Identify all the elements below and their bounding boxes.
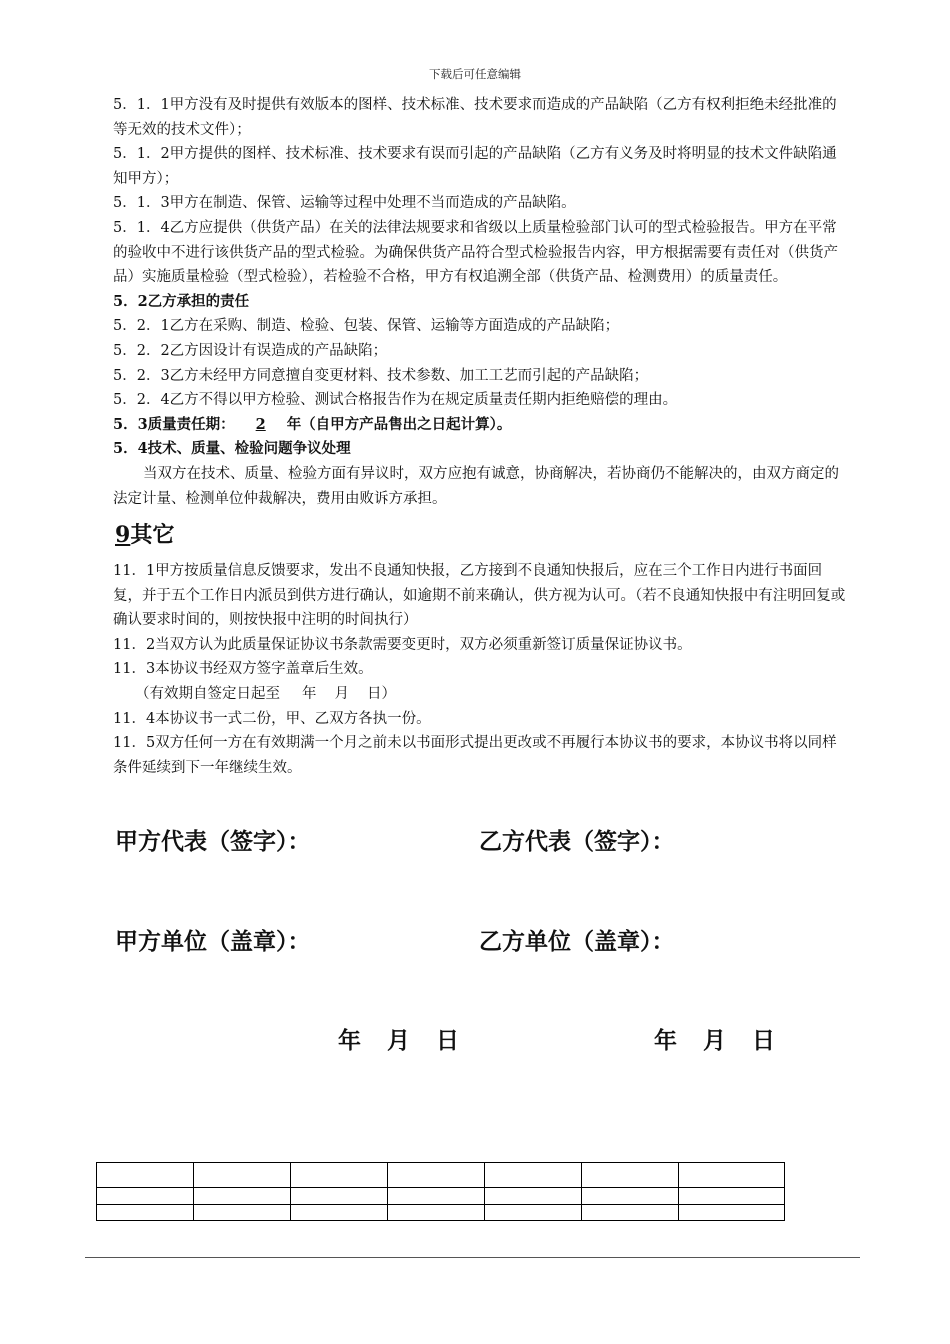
clause-5-3-suffix: 年（自甲方产品售出之日起计算）。 xyxy=(286,415,512,433)
clause-5-2-1: 5．2．1乙方在采购、制造、检验、包装、保管、运输等方面造成的产品缺陷； xyxy=(113,318,620,335)
blank-grid-table xyxy=(96,1162,785,1221)
section-9-number: 9 xyxy=(115,522,131,549)
party-b-seal-label: 乙方单位（盖章）： xyxy=(479,928,675,955)
table-row xyxy=(97,1205,785,1221)
validity-year-blank xyxy=(280,682,302,707)
clause-11-3-validity xyxy=(113,682,849,707)
table-cell xyxy=(291,1205,388,1221)
table-cell xyxy=(485,1205,582,1221)
clause-5-3 xyxy=(113,413,849,438)
validity-year-label: 年 xyxy=(302,686,317,703)
table-cell xyxy=(679,1163,785,1188)
clause-11-3: 11．3本协议书经双方签字盖章后生效。 xyxy=(113,661,373,678)
party-b-representative-label: 乙方代表（签字）： xyxy=(479,828,675,855)
header-note: 下载后可任意编辑 xyxy=(429,67,521,81)
table-cell xyxy=(291,1163,388,1188)
table-row xyxy=(97,1163,785,1188)
clause-5-4-title: 5．4技术、质量、检验问题争议处理 xyxy=(113,440,351,458)
table-cell xyxy=(194,1205,291,1221)
warranty-years: 2 xyxy=(255,415,266,433)
table-cell xyxy=(679,1188,785,1205)
validity-day-blank xyxy=(349,682,367,707)
validity-prefix: （有效期自签定日起至 xyxy=(135,686,280,703)
clause-11-5: 11．5双方任何一方在有效期满一个月之前未以书面形式提出更改或不再履行本协议书的要求，本协议书将以同样条件延续到下一年继续生效。 xyxy=(113,735,837,776)
table-cell xyxy=(194,1163,291,1188)
table-cell xyxy=(388,1205,485,1221)
table-cell xyxy=(388,1163,485,1188)
table-cell xyxy=(582,1188,679,1205)
party-b-date: 年 月 日 xyxy=(654,1027,779,1054)
clause-5-1-2: 5．1．2甲方提供的图样、技术标准、技术要求有误而引起的产品缺陷（乙方有义务及时将明显的技术文件缺陷通知甲方）； xyxy=(113,146,837,187)
party-a-date: 年 月 日 xyxy=(338,1027,463,1054)
clause-5-2-title: 5．2乙方承担的责任 xyxy=(113,292,250,310)
table-row xyxy=(97,1188,785,1205)
clause-11-4: 11．4本协议书一式二份，甲、乙双方各执一份。 xyxy=(113,710,431,727)
table-cell xyxy=(485,1188,582,1205)
table-cell xyxy=(97,1163,194,1188)
validity-month-blank xyxy=(317,682,335,707)
table-cell xyxy=(679,1205,785,1221)
document-body xyxy=(113,93,849,780)
section-9-heading xyxy=(115,521,849,549)
table-cell xyxy=(582,1205,679,1221)
clause-5-2-3: 5．2．3乙方未经甲方同意擅自变更材料、技术参数、加工工艺而引起的产品缺陷； xyxy=(113,367,649,384)
clause-5-1-1: 5．1．1甲方没有及时提供有效版本的图样、技术标准、技术要求而造成的产品缺陷（乙方有权利拒绝未经批准的等无效的技术文件）； xyxy=(113,97,837,138)
table-cell xyxy=(97,1188,194,1205)
table-cell xyxy=(485,1163,582,1188)
validity-month-label: 月 xyxy=(334,686,349,703)
clause-5-1-3: 5．1．3甲方在制造、保管、运输等过程中处理不当而造成的产品缺陷。 xyxy=(113,195,576,212)
party-a-representative-label: 甲方代表（签字）： xyxy=(115,828,311,855)
clause-5-4-body: 当双方在技术、质量、检验方面有异议时，双方应抱有诚意，协商解决，若协商仍不能解决的，由双方商定的法定计量、检测单位仲裁解决，费用由败诉方承担。 xyxy=(113,465,839,507)
clause-5-2-2: 5．2．2乙方因设计有误造成的产品缺陷； xyxy=(113,342,388,359)
table-cell xyxy=(97,1205,194,1221)
clause-5-3-prefix: 5．3质量责任期： xyxy=(113,415,235,433)
table-cell xyxy=(582,1163,679,1188)
clause-5-2-4: 5．2．4乙方不得以甲方检验、测试合格报告作为在规定质量责任期内拒绝赔偿的理由。 xyxy=(113,392,678,409)
section-9-title: 其它 xyxy=(130,522,175,549)
validity-day-label: 日） xyxy=(367,686,396,703)
party-a-seal-label: 甲方单位（盖章）： xyxy=(115,928,311,955)
clause-11-2: 11．2当双方认为此质量保证协议书条款需要变更时，双方必须重新签订质量保证协议书。 xyxy=(113,636,692,653)
clause-11-1: 11．1甲方按质量信息反馈要求，发出不良通知快报，乙方接到不良通知快报后，应在三个工作日内进行书面回复，并于五个工作日内派员到供方进行确认，如逾期不前来确认，供方视为认可。（若不良通知快报中有注明回复或确认要求时间的，则按快报中注明的时间执行） xyxy=(113,563,846,629)
footer-divider xyxy=(85,1257,860,1258)
table-cell xyxy=(291,1188,388,1205)
table-cell xyxy=(388,1188,485,1205)
table-cell xyxy=(194,1188,291,1205)
clause-5-1-4: 5．1．4乙方应提供（供货产品）在关的法律法规要求和省级以上质量检验部门认可的型式检验报告。甲方在平常的验收中不进行该供货产品的型式检验。为确保供货产品符合型式检验报告内容，甲方根据需要有责任对（供货产品）实施质量检验（型式检验），若检验不合格，甲方有权追溯全部（供货产品、检测费用）的质量责任。 xyxy=(113,219,838,286)
